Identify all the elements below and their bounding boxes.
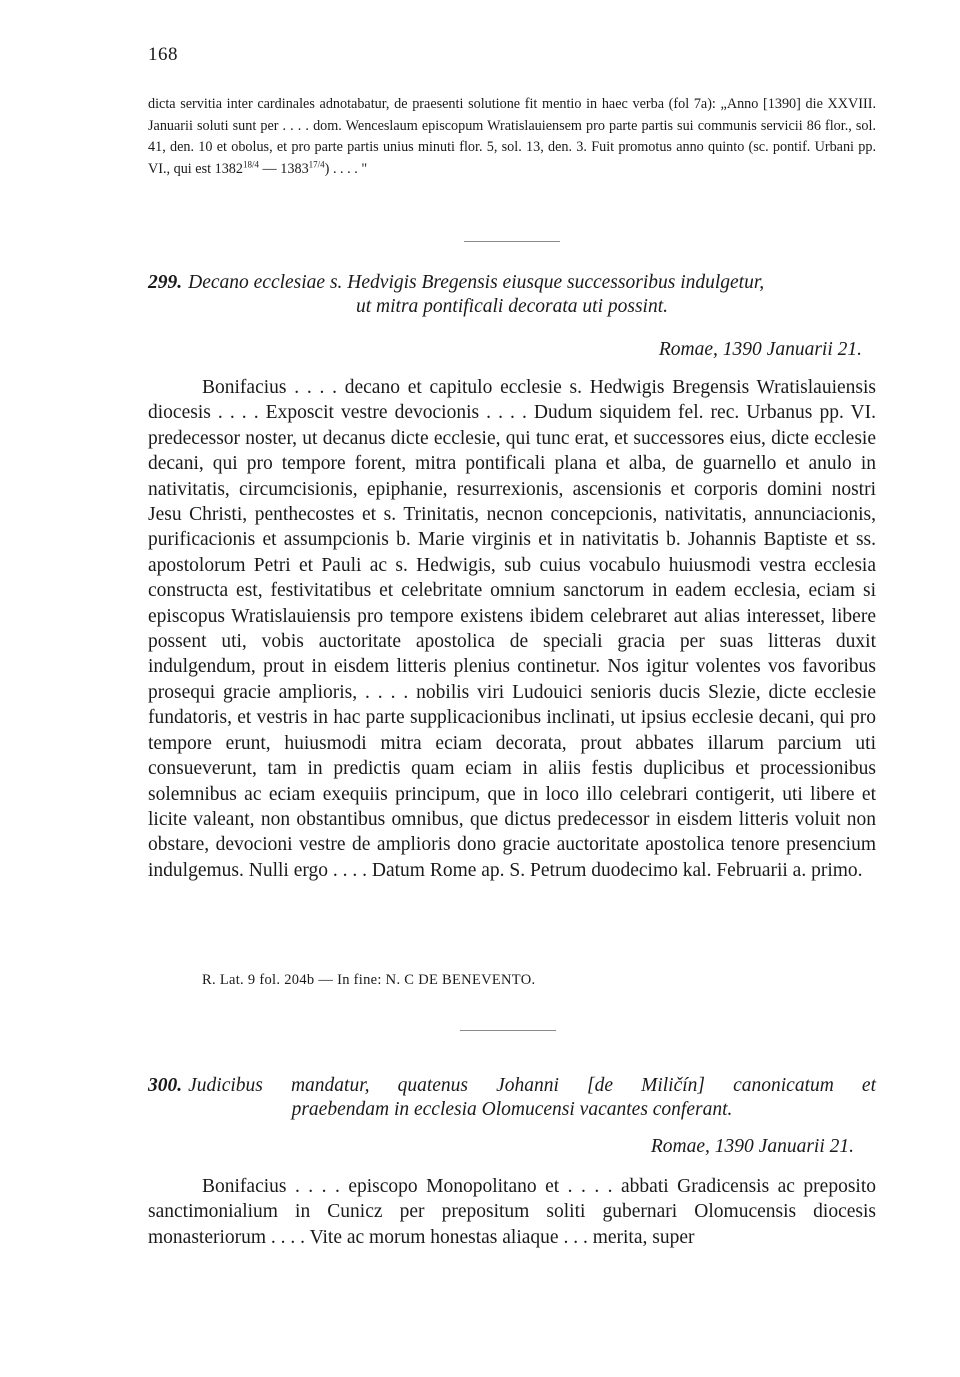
document-299-heading	[148, 271, 876, 319]
document-300-body	[148, 1174, 876, 1250]
document-300-title-line2: praebendam in ecclesia Olomucensi vacantes conferant.	[291, 1099, 733, 1120]
document-300-title-line1: 300. Judicibus mandatur, quatenus Johanni [de Miličín] canonicatum et	[148, 1075, 876, 1096]
document-300-date: Romae, 1390 Januarii 21.	[650, 1136, 854, 1157]
document-299-title-line2: ut mitra pontificali decorata uti possint.	[356, 296, 668, 317]
document-300-paragraph: Bonifacius . . . . episcopo Monopolitano et . . . . abbati Gradicensis ac preposito sanctimonialium in Cunicz per prepositum soliti gubernari Olomucensis diocesis monasteriorum . . . . Vite ac morum honestas aliaque . . . merita, super	[148, 1176, 876, 1248]
footnote-end: ) . . . . "	[324, 160, 368, 177]
document-page	[148, 0, 876, 1377]
document-300-number: 300.	[148, 1075, 183, 1096]
footnote-fraction-1: 18/4	[242, 159, 259, 170]
footnote-paragraph	[148, 94, 876, 180]
document-300-heading	[148, 1074, 876, 1122]
document-299-date: Romae, 1390 Januarii 21.	[658, 339, 862, 360]
document-299-number: 299.	[148, 272, 183, 293]
document-299-paragraph: Bonifacius . . . . decano et capitulo ecclesie s. Hedwigis Bregensis Wratislauiensis diocesis . . . . Exposcit vestre devocionis . . . . Dudum siquidem fel. rec. Urbanus pp. VI. predecessor noster, ut decanus dicte ecclesie, qui tunc erat, et successores eius, dicte ecclesie decani, qui pro tempore forent, mitra pontificali plana et alba, de guarnello et anulo in nativitatis, circumcisionis, epiphanie, resurrexionis, ascensionis et corporis domini nostri Jesu Christi, penthecostes et s. Trinitatis, necnon concepcionis, nativitatis, annunciacionis, purificacionis et assumpcionis b. Marie virginis et in nativitatis b. Johannis Baptiste et ss. apostolorum Petri et Pauli ac s. Hedwigis, sub cuius vocabulo huiusmodi vestra ecclesia constructa est, festivitatibus et celebritate omnium sanctorum in eadem ecclesia, eciam si episcopus Wratislauiensis pro tempore existens ibidem celebraret aut alias interesset, libere possent uti, vobis auctoritate apostolica de speciali gracia per suas litteras duxit indulgendum, prout in eisdem litteris plenius continetur. Nos igitur volentes vos favoribus prosequi gracie amplioris, . . . . nobilis viri Ludouici senioris ducis Slezie, dicte ecclesie fundatoris, et vestris in hac parte supplicacionibus inclinati, ut ipsius ecclesie decani, qui pro tempore erunt, huiusmodi mitra eciam decorata, prout abbates illarum parcium uti consueverunt, tam in predictis quam eciam in aliis festis duplicibus et processionibus solemnibus ac eciam exequiis principum, que in loco illo celebrari contigerit, uti libere et licite valeant, non obstantibus omnibus, que dictus predecessor in eisdem litteris voluit non obstare, devocioni vestre de amplioris dono gracie auctoritate apostolica tenore presencium indulgemus. Nulli ergo . . . . Datum Rome ap. S. Petrum duodecimo kal. Februarii a. primo.	[148, 377, 876, 881]
document-299-source: R. Lat. 9 fol. 204b — In fine: N. C DE BENEVENTO.	[202, 972, 536, 988]
footnote-block	[148, 94, 876, 180]
page-number: 168	[148, 44, 178, 65]
footnote-middle: — 1383	[259, 160, 309, 177]
separator-rule	[464, 241, 560, 242]
footnote-fraction-2: 17/4	[308, 159, 325, 170]
document-299-title-line1: 299. Decano ecclesiae s. Hedvigis Bregensis eiusque successoribus indulgetur,	[148, 272, 765, 293]
separator-rule	[460, 1030, 556, 1031]
footnote-text: dicta servitia inter cardinales adnotabatur, de praesenti solutione fit mentio in haec verba (fol 7a): „Anno [1390] die XXVIII. Januarii soluti sunt per . . . . dom. Wenceslaum episcopum Wratislauiensem pro parte partis sui communis servicii 86 flor., sol. 41, den. 10 et obolus, et pro parte partis unius minuti flor. 5, sol. 13, den. 3. Fuit promotus anno quinto (sc. pontif. Urbani pp. VI., qui est 1382	[148, 96, 876, 177]
document-299-body	[148, 375, 876, 883]
